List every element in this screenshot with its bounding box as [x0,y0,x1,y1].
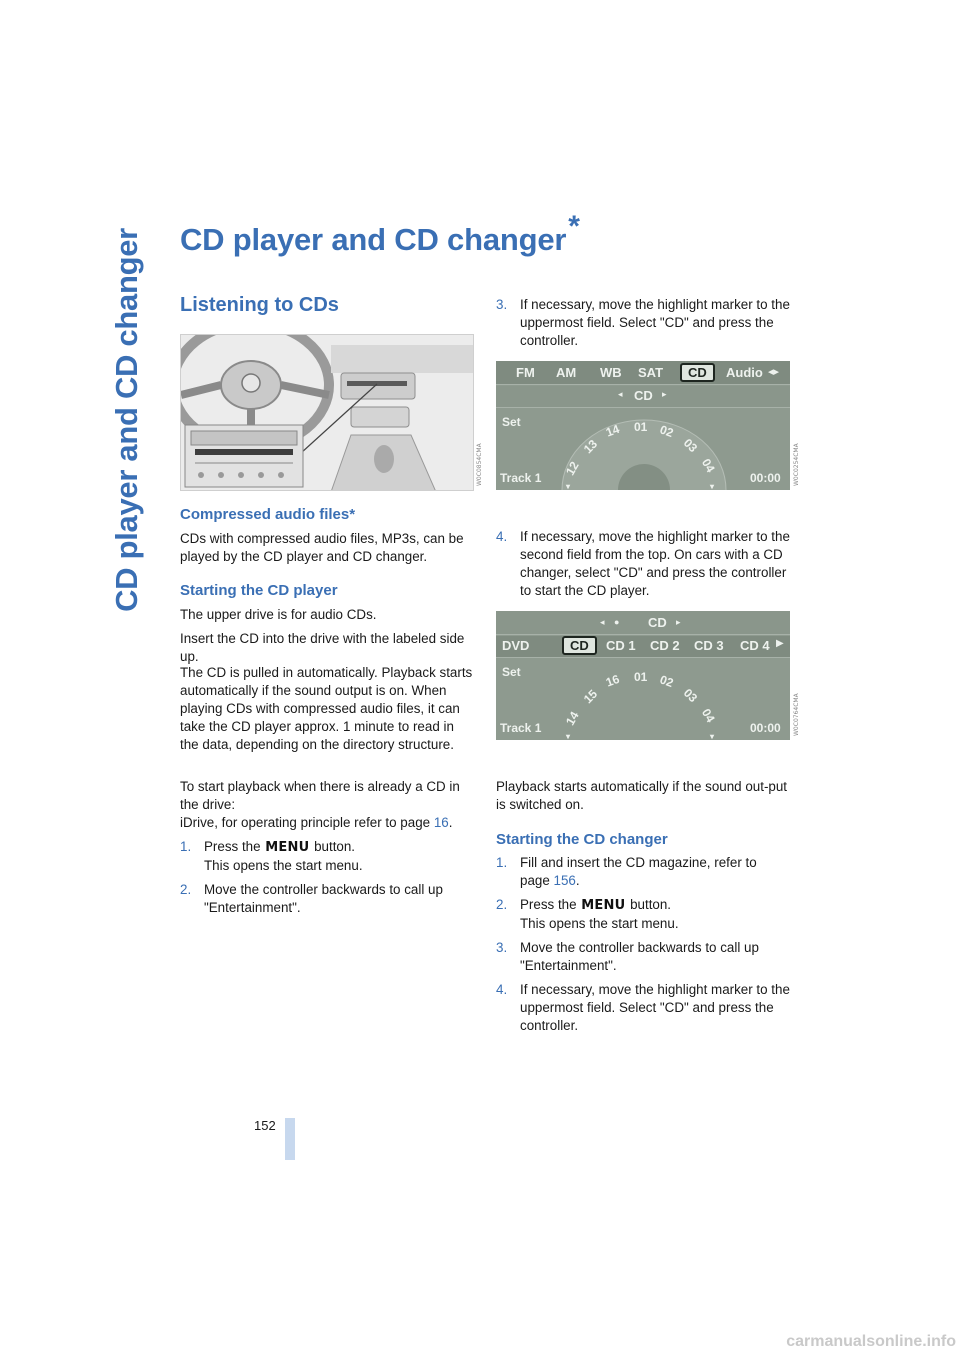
paragraph-playback: Playback starts automatically if the sound out-put is switched on. [496,779,788,812]
start-player-steps [180,838,474,923]
cd-selector-label[interactable]: CD [634,388,653,403]
set-label[interactable]: Set [502,665,521,679]
paragraph-insert-details: The CD is pulled in automatically. Playback starts automatically if the sound output is on. When playing CDs with compressed audio files, it can take the CD player approx. 1 minute to read in the data, depending on the directory structure. [180,665,473,752]
list-item: 1. Press the MENU button. This opens the start menu. [180,839,363,873]
time-display: 00:00 [750,471,781,485]
tab-sat[interactable]: SAT [638,365,664,380]
paragraph-insert: Insert the CD into the drive with the labeled side up. [180,631,465,664]
track-label-13: 13 [580,436,601,457]
svg-text:▾: ▾ [566,482,571,490]
section-heading-compressed: Compressed audio files* [180,506,356,523]
paragraph-upper-drive: The upper drive is for audio CDs. [180,607,377,622]
list-item: 3. Move the controller backwards to call up "Entertainment". [496,940,759,973]
list-item: 2. Press the MENU button. This opens the start menu. [496,897,679,931]
tab-am[interactable]: AM [556,365,577,380]
tab-fm[interactable]: FM [516,365,535,380]
page-marker-bar [285,1118,295,1160]
page-link-16[interactable]: 16 [433,815,449,830]
chevron-right-icon: ▸ [676,617,681,627]
track-label: Track 1 [500,721,542,735]
side-chapter-title: CD player and CD changer [109,228,144,612]
svg-text:▾: ▾ [566,732,571,740]
tab-cd4[interactable]: CD 4 [740,638,770,653]
menu-button-icon: MENU [581,898,626,913]
track-label-03: 03 [680,685,701,706]
chevron-right-icon: ▸ [662,389,667,399]
track-label-14: 14 [562,709,582,728]
page-number: 152 [254,1118,276,1133]
optional-star-icon: * [568,210,580,243]
paragraph-idrive: iDrive, for operating principle refer to page 16. [180,815,453,830]
idrive-screen-audio [496,361,790,490]
list-item: 3. If necessary, move the highlight marker to the uppermost field. Select "CD" and press the controller. [496,297,790,348]
tab-cd2[interactable]: CD 2 [650,638,680,653]
paragraph-compressed: CDs with compressed audio files, MP3s, can be played by the CD player and CD changer. [180,531,464,564]
track-label: Track 1 [500,471,542,485]
right-step-3 [496,296,790,356]
track-label-02: 02 [657,422,676,441]
track-label-02: 02 [657,672,676,691]
svg-text:▾: ▾ [710,732,715,740]
chevron-left-icon: ◂ [618,389,623,399]
track-label-01: 01 [634,420,648,434]
section-heading-start-player: Starting the CD player [180,582,338,599]
cd-selector-label[interactable]: CD [648,615,667,630]
list-item: 1. Fill and insert the CD magazine, refer to page 156. [496,855,757,888]
tab-wb[interactable]: WB [600,365,622,380]
set-label[interactable]: Set [502,415,521,429]
track-label-03: 03 [680,435,701,456]
page-link-156[interactable]: 156 [553,873,576,888]
track-label-16: 16 [603,671,622,690]
car-interior-image [180,334,474,491]
image-code: W0C0254CMA [793,443,800,486]
image-code: W0C0764CMA [793,693,800,736]
tab-cd1[interactable]: CD 1 [606,638,636,653]
section-heading-listening: Listening to CDs [180,294,339,316]
track-label-04: 04 [698,456,718,475]
tab-cd3[interactable]: CD 3 [694,638,724,653]
chevron-left-icon: ◂ [600,617,605,627]
paragraph-already-cd: To start playback when there is already a CD in the drive: [180,779,460,812]
car-interior-illustration [181,335,474,491]
scroll-right-icon[interactable]: ▶ [776,638,784,649]
tab-dvd[interactable]: DVD [502,638,530,653]
tab-cd[interactable]: CD [562,636,597,655]
track-label-01: 01 [634,670,648,684]
tab-audio[interactable]: Audio [726,365,763,380]
time-display: 00:00 [750,721,781,735]
svg-text:▾: ▾ [710,482,715,490]
list-item: 4. If necessary, move the highlight marker to the uppermost field. Select "CD" and press the controller. [496,982,790,1033]
start-changer-steps [496,854,790,1041]
track-label-15: 15 [580,686,601,707]
idrive-screen-cd [496,611,790,740]
image-code: W0C0854CMA [476,443,483,486]
list-item: 4. If necessary, move the highlight marker to the second field from the top. On cars with a CD changer, select "CD" and press the controller to start the CD player. [496,529,790,598]
track-label-14: 14 [603,421,622,440]
tab-cd[interactable]: CD [680,363,715,382]
scroll-arrows-icon: ◂▸ [768,366,780,378]
footer-watermark: carmanualsonline.info [786,1333,956,1350]
list-item: 2. Move the controller backwards to call up "Entertainment". [180,882,443,915]
right-step-4 [496,528,790,606]
menu-button-icon: MENU [265,840,310,855]
track-label-04: 04 [698,706,718,725]
page-title: CD player and CD changer* [180,210,580,257]
track-label-12: 12 [562,459,582,478]
disc-icon: ● [614,617,620,627]
section-heading-start-changer: Starting the CD changer [496,831,668,848]
